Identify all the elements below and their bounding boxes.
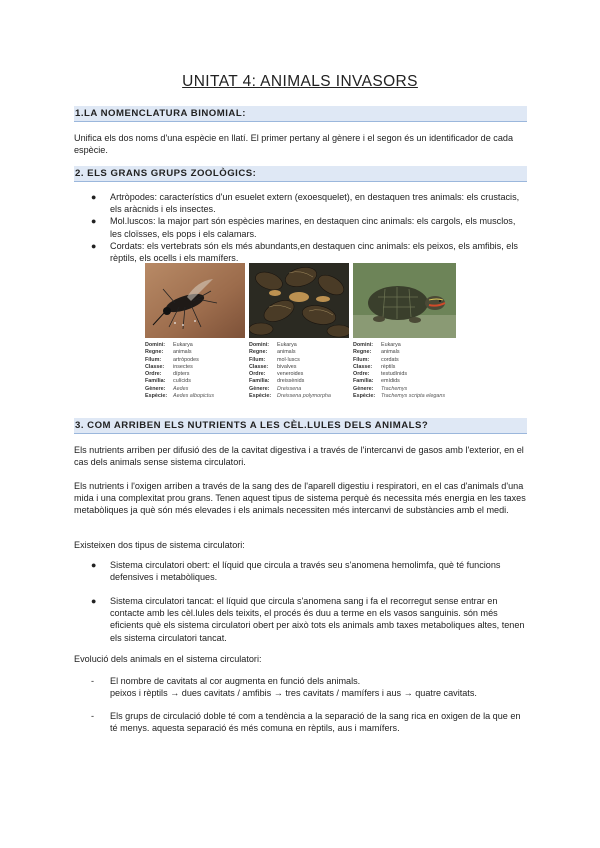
taxonomy-label: Domini:: [249, 342, 270, 348]
taxonomy-value: Eukarya: [173, 342, 193, 348]
list-item: [74, 710, 526, 734]
taxonomy-row: [249, 349, 353, 356]
taxonomy-value: cordats: [381, 356, 399, 363]
dash-icon: -: [91, 676, 95, 686]
list-item: [74, 240, 526, 264]
list-item-text: Mol.luscos: la major part són espècies marines, en destaquen cinc animals: els cargols, els musclos, les cloïsses, els pops i els calamars.: [110, 216, 516, 239]
list-item-text: Sistema circulatori tancat: el líquid que circula s'anomena sang i fa el recorregut sense entrar en contacte amb les cèl.lules dels teixits, el procés és duu a terme en els vasos sanguinis. són més eficients què els sistema circulatori obert per això tots els animals amb taxes metaboliques altes, tenen els sistema circulatori tancat.: [110, 596, 525, 643]
list-item: [74, 675, 526, 699]
taxonomy-label: Ordre:: [249, 371, 266, 378]
taxonomy-row: [353, 349, 457, 356]
taxonomy-row: [249, 386, 353, 393]
section-heading-zoological-groups: 2. ELS GRANS GRUPS ZOOLÒGICS:: [74, 166, 527, 182]
bullet-icon: ●: [91, 560, 97, 570]
taxonomy-label: Domini:: [145, 342, 166, 348]
taxonomy-label: Gènere:: [145, 385, 166, 392]
taxonomy-label: Espècie:: [249, 393, 272, 400]
taxonomy-value: animals: [277, 349, 296, 356]
taxonomy-row: [145, 357, 249, 364]
taxonomy-value: artròpodes: [173, 356, 199, 363]
bullet-icon: ●: [91, 240, 97, 251]
list-item: [74, 559, 526, 583]
dash-icon: -: [91, 711, 95, 721]
taxonomy-value: veneroides: [277, 371, 304, 378]
taxonomy-row: [353, 357, 457, 364]
taxonomy-value: bivalves: [277, 363, 297, 370]
bullet-icon: ●: [91, 216, 97, 227]
taxonomy-label: Classe:: [249, 363, 269, 370]
taxonomy-value: Trachemys: [381, 385, 408, 392]
taxonomy-value: Eukarya: [277, 342, 297, 348]
mussels-photo: [249, 263, 349, 338]
zoological-groups-list: [74, 191, 526, 264]
taxonomy-row: [249, 371, 353, 378]
taxonomy-label: Espècie:: [145, 393, 168, 400]
taxonomy-label: Classe:: [145, 363, 165, 370]
taxonomy-row: [353, 378, 457, 385]
taxonomy-table-mussel: [249, 342, 353, 400]
taxonomy-row: [145, 364, 249, 371]
taxonomy-row: [249, 393, 353, 400]
invasive-species-figure: [145, 263, 456, 413]
taxonomy-value: insectes: [173, 363, 193, 370]
taxonomy-row: [353, 342, 457, 349]
page-title: UNITAT 4: ANIMALS INVASORS: [182, 73, 418, 90]
taxonomy-row: [145, 342, 249, 349]
taxonomy-row: [145, 386, 249, 393]
list-item: [74, 215, 526, 239]
list-item-text: Cordats: els vertebrats són els més abundants,en destaquen cinc animals: els peixos, els amfibis, els rèptils, els ocells i els mamífers.: [110, 240, 518, 264]
taxonomy-row: [249, 342, 353, 349]
taxonomy-table-mosquito: [145, 342, 249, 400]
taxonomy-row: [145, 378, 249, 385]
taxonomy-label: Classe:: [353, 363, 373, 370]
circulatory-evolution-intro: Evolució dels animals en el sistema circulatori:: [74, 654, 262, 664]
taxonomy-row: [249, 364, 353, 371]
taxonomy-row: [353, 393, 457, 400]
section-heading-binomial: 1.LA NOMENCLATURA BINOMIAL:: [74, 106, 527, 122]
evolution-list: [74, 675, 526, 699]
taxonomy-label: Espècie:: [353, 393, 376, 400]
taxonomy-row: [249, 378, 353, 385]
list-item-text: Sistema circulatori obert: el líquid que circula a través seu s'anomena hemolimfa, què té funcions defensives i metabòliques.: [110, 560, 501, 583]
taxonomy-label: Regne:: [249, 349, 268, 356]
bullet-icon: ●: [91, 192, 97, 202]
list-item: [74, 191, 526, 215]
list-item-text: El nombre de cavitats al cor augmenta en funció dels animals.: [110, 676, 361, 686]
taxonomy-value: emídids: [381, 378, 400, 385]
taxonomy-table-turtle: [353, 342, 457, 400]
taxonomy-value: animals: [381, 349, 400, 356]
taxonomy-label: Gènere:: [353, 385, 374, 392]
taxonomy-label: Família:: [353, 378, 374, 385]
taxonomy-row: [353, 386, 457, 393]
section-heading-nutrients: 3. COM ARRIBEN ELS NUTRIENTS A LES CÈL.LULES DELS ANIMALS?: [74, 418, 527, 434]
mosquito-photo: [145, 263, 245, 338]
list-item-text: peixos i rèptils → dues cavitats / amfibis → tres cavitats / mamífers i aus → quatre cavitats.: [110, 688, 477, 699]
taxonomy-value: Dreissena: [277, 385, 302, 392]
taxonomy-value: testudínids: [381, 371, 408, 378]
turtle-photo: [353, 263, 453, 338]
taxonomy-row: [353, 371, 457, 378]
taxonomy-label: Fílum:: [145, 356, 162, 363]
taxonomy-label: Fílum:: [353, 356, 370, 363]
nutrients-paragraph-blood: Els nutrients i l'oxigen arriben a través de la sang des de l'aparell digestiu i respiratori, en el cas d'animals d'una mida i una complexitat prou grans. Tenen aquest tipus de sistema perquè és necessita més energia en les taxes metabòliques ja què són més elevades i els animals necessiten més intercanvi de substàncies amb el medi.: [74, 481, 526, 516]
taxonomy-value: Aedes: [173, 385, 189, 392]
taxonomy-label: Família:: [249, 378, 270, 385]
taxonomy-value: Eukarya: [381, 342, 401, 348]
taxonomy-value: animals: [173, 349, 192, 356]
taxonomy-label: Fílum:: [249, 356, 266, 363]
taxonomy-label: Ordre:: [145, 371, 162, 378]
taxonomy-value: Trachemys scripta elegans: [381, 393, 446, 400]
list-item: [74, 595, 526, 644]
nutrients-paragraph-diffusion: Els nutrients arriben per difusió des de la cavitat digestiva i a través de l'intercanvi de gasos amb l'exterior, en el cas dels animals sense sistema circulatori.: [74, 445, 524, 468]
circulatory-types-list: [74, 559, 526, 583]
taxonomy-value: Dreissena polymorpha: [277, 393, 331, 400]
circulatory-types-intro: Existeixen dos tipus de sistema circulatori:: [74, 540, 245, 550]
binomial-paragraph: Unifica els dos noms d'una espècie en llatí. El primer pertany al gènere i el segon és un identificador de cada espècie.: [74, 133, 513, 156]
evolution-list-continued: [74, 710, 526, 734]
taxonomy-label: Ordre:: [353, 371, 370, 378]
list-item-text: Artròpodes: característics d'un esuelet extern (exoesquelet), en destaquen tres animals: els crustacis, els aràcnids i els insectes.: [110, 192, 520, 215]
taxonomy-value: culícids: [173, 378, 191, 385]
taxonomy-value: dípters: [173, 371, 190, 378]
taxonomy-row: [145, 349, 249, 356]
taxonomy-value: dreissènids: [277, 378, 305, 385]
taxonomy-value: mol·luscs: [277, 356, 300, 363]
taxonomy-value: Aedes albopictus: [173, 393, 215, 400]
taxonomy-row: [249, 357, 353, 364]
taxonomy-row: [353, 364, 457, 371]
taxonomy-label: Gènere:: [249, 385, 270, 392]
taxonomy-label: Regne:: [353, 349, 372, 356]
circulatory-types-list-continued: [74, 595, 526, 644]
taxonomy-label: Domini:: [353, 342, 374, 348]
taxonomy-row: [145, 393, 249, 400]
taxonomy-label: Regne:: [145, 349, 164, 356]
taxonomy-label: Família:: [145, 378, 166, 385]
taxonomy-row: [145, 371, 249, 378]
bullet-icon: ●: [91, 596, 97, 606]
taxonomy-value: rèptils: [381, 363, 396, 370]
list-item-text: Els grups de circulació doble té com a tendència a la separació de la sang rica en oxigen de la que en té menys. aquesta separació és més comuna en rèptils, aus i mamífers.: [110, 711, 521, 734]
